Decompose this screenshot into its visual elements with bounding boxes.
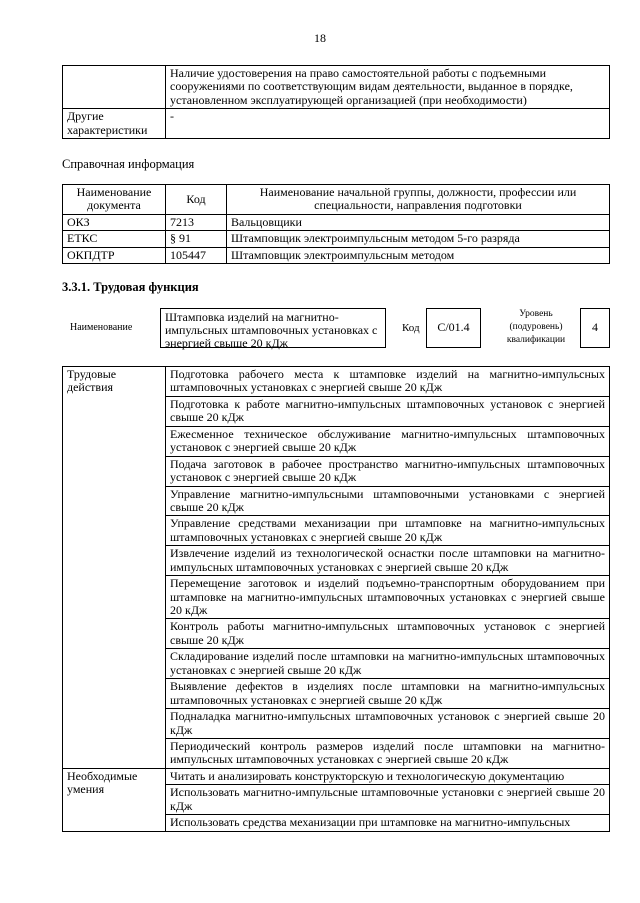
function-code-label: Код xyxy=(402,322,420,334)
list-item: Ежесменное техническое обслуживание магнитно-импульсных штамповочных установок с энергией свыше 20 кДж xyxy=(166,426,610,456)
row-text: Наличие удостоверения на право самостоятельной работы с подъемными сооружениями по соответствующим видам деятельности, выданное в порядке, установленном эксплуатирующей организацией (при необходимости) xyxy=(166,66,610,109)
ref-cell-code: § 91 xyxy=(166,231,227,247)
row-text: - xyxy=(166,109,610,139)
list-item: Извлечение изделий из технологической оснастки после штамповки на магнитно-импульсных штамповочных установках с энергией свыше 20 кДж xyxy=(166,546,610,576)
list-item: Подача заготовок в рабочее пространство магнитно-импульсных штамповочных установок с энергией свыше 20 кДж xyxy=(166,456,610,486)
table-row xyxy=(63,247,610,263)
row-label xyxy=(63,66,166,109)
ref-cell-document: ЕТКС xyxy=(63,231,166,247)
list-item: Выявление дефектов в изделиях после штамповки на магнитно-импульсных штамповочных установках с энергией свыше 20 кДж xyxy=(166,679,610,709)
list-item: Использовать магнитно-импульсные штамповочные установки с энергией свыше 20 кДж xyxy=(166,785,610,815)
actions-label: Трудовые действия xyxy=(63,367,166,769)
list-item: Складирование изделий после штамповки на магнитно-импульсных штамповочных установках с энергией свыше 20 кДж xyxy=(166,649,610,679)
function-level-label: Уровень (подуровень) квалификации xyxy=(506,309,566,345)
list-item: Контроль работы магнитно-импульсных штамповочных установок с энергией свыше 20 кДж xyxy=(166,619,610,649)
list-item: Использовать средства механизации при штамповке на магнитно-импульсных xyxy=(166,815,610,831)
ref-cell-name: Вальцовщики xyxy=(227,214,610,230)
section-title: 3.3.1. Трудовая функция xyxy=(62,280,199,294)
function-level: 4 xyxy=(580,308,610,348)
ref-header-code: Код xyxy=(166,185,227,215)
function-name-label: Наименование xyxy=(70,322,133,333)
ref-cell-document: ОКПДТР xyxy=(63,247,166,263)
table-row xyxy=(63,768,610,784)
reference-table xyxy=(62,184,610,264)
skills-label: Необходимые умения xyxy=(63,768,166,831)
table-row xyxy=(63,214,610,230)
ref-cell-code: 105447 xyxy=(166,247,227,263)
table-row xyxy=(63,109,610,139)
table-row xyxy=(63,66,610,109)
list-item: Читать и анализировать конструкторскую и технологическую документацию xyxy=(166,768,610,784)
ref-header-name: Наименование начальной группы, должности, профессии или специальности, направления подготовки xyxy=(227,185,610,215)
list-item: Подналадка магнитно-импульсных штамповочных установок с энергией свыше 20 кДж xyxy=(166,709,610,739)
function-code: C/01.4 xyxy=(426,308,481,348)
reference-title: Справочная информация xyxy=(62,157,195,171)
list-item: Периодический контроль размеров изделий после штамповки на магнитно-импульсных штамповочных установках с энергией свыше 20 кДж xyxy=(166,738,610,768)
list-item: Управление средствами механизации при штамповке на магнитно-импульсных штамповочных установках с энергией свыше 20 кДж xyxy=(166,516,610,546)
table-row xyxy=(63,231,610,247)
list-item: Перемещение заготовок и изделий подъемно-транспортным оборудованием при штамповке на магнитно-импульсных штамповочных установках с энергией свыше 20 кДж xyxy=(166,576,610,619)
ref-cell-name: Штамповщик электроимпульсным методом 5-го разряда xyxy=(227,231,610,247)
table-row xyxy=(63,367,610,397)
ref-header-document: Наименование документа xyxy=(63,185,166,215)
page-number: 18 xyxy=(314,31,326,45)
function-name: Штамповка изделий на магнитно-импульсных штамповочных установках с энергией свыше 20 кДж xyxy=(160,308,386,348)
ref-cell-code: 7213 xyxy=(166,214,227,230)
duties-table xyxy=(62,366,610,832)
row-label: Другие характеристики xyxy=(63,109,166,139)
list-item: Подготовка рабочего места к штамповке изделий на магнитно-импульсных штамповочных установках с энергией свыше 20 кДж xyxy=(166,367,610,397)
list-item: Подготовка к работе магнитно-импульсных штамповочных установок с энергией свыше 20 кДж xyxy=(166,396,610,426)
list-item: Управление магнитно-импульсными штамповочными установками с энергией свыше 20 кДж xyxy=(166,486,610,516)
qualification-table xyxy=(62,65,610,139)
ref-cell-name: Штамповщик электроимпульсным методом xyxy=(227,247,610,263)
ref-cell-document: ОКЗ xyxy=(63,214,166,230)
